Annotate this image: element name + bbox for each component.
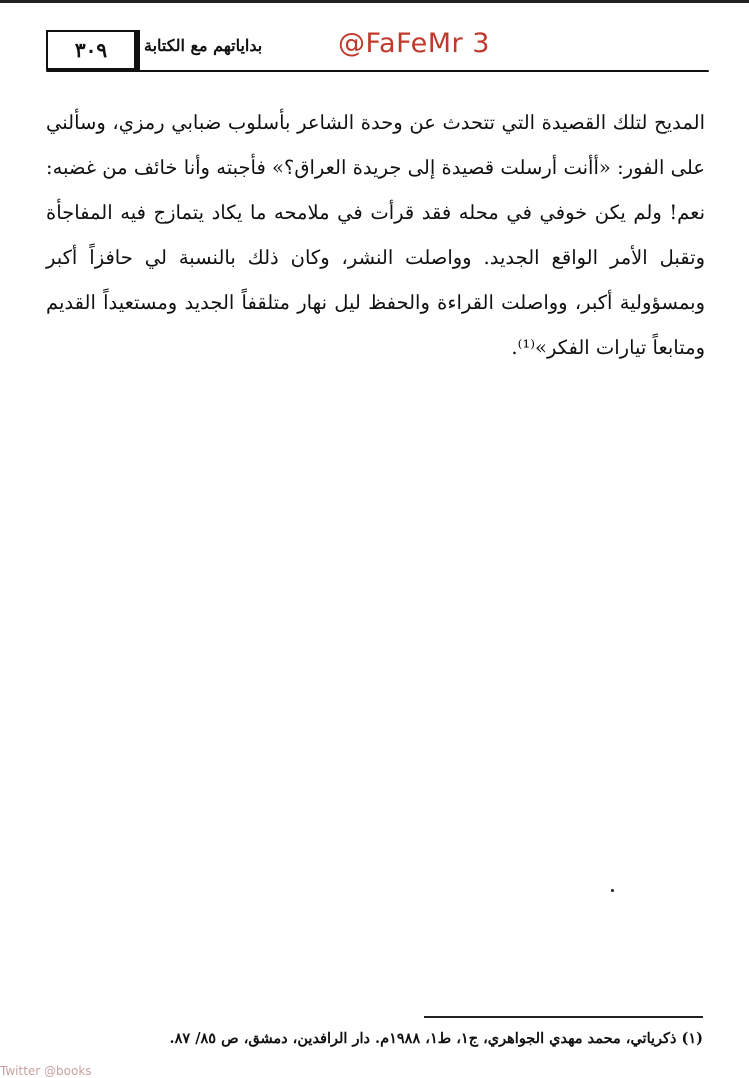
running-title: بداياتهم مع الكتابة (144, 36, 263, 55)
bottom-watermark-trace: Twitter @books (0, 1064, 92, 1078)
stray-dot (611, 889, 614, 892)
footnote: (١) ذكرياتي، محمد مهدي الجواهري، ج١، ط١، ١٩٨٨م. دار الرافدين، دمشق، ص ٨٥/ ٨٧. (169, 1030, 703, 1047)
footnote-divider (424, 1016, 703, 1018)
top-border (0, 0, 749, 3)
page-number: ٣٠٩ (46, 30, 140, 70)
paragraph: المديح لتلك القصيدة التي تتحدث عن وحدة الشاعر بأسلوب ضبابي رمزي، وسألني على الفور: «أأنت أرسلت قصيدة إلى جريدة العراق؟» فأجبته وأنا خائف من غضبه: نعم! ولم يكن خوفي في محله فقد قرأت في ملامحه ما يكاد يتمازج فيه المفاجأة وتقبل الأمر الواقع الجديد. وواصلت النشر، وكان ذلك بالنسبة لي حافزاً أكبر وبمسؤولية أكبر، وواصلت القراءة والحفظ ليل نهار متلقفاً الجديد ومستعيداً القديم ومتابعاً تيارات الفكر»⁽¹⁾. (46, 111, 705, 359)
header-divider (46, 70, 709, 72)
page-header (46, 26, 703, 70)
watermark-handle: @FaFeMr 3 (338, 28, 490, 59)
body-text (46, 100, 705, 370)
